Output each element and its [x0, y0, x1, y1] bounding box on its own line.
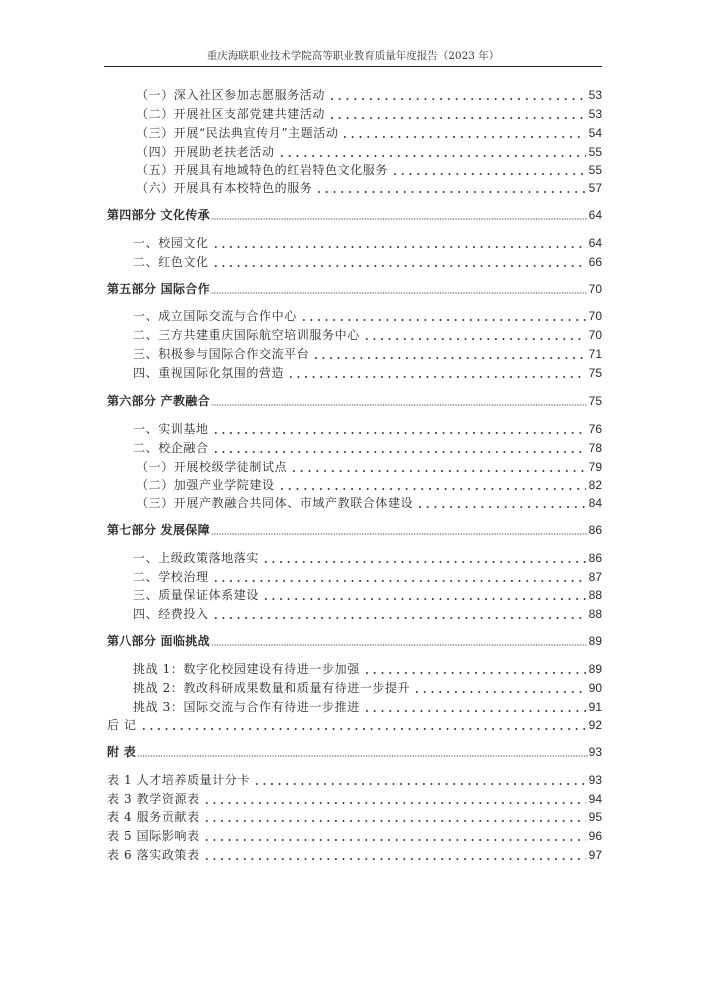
- toc-entry-label: （二）加强产业学院建设: [136, 478, 275, 492]
- toc-entry[interactable]: [133, 550, 602, 566]
- toc-entry-label: 四、重视国际化氛围的营造: [133, 366, 285, 380]
- toc-entry[interactable]: [133, 661, 602, 677]
- toc-entry-page: 86: [588, 523, 602, 537]
- toc-entry[interactable]: [107, 847, 602, 863]
- toc-part-heading[interactable]: [107, 393, 602, 409]
- toc-entry-page: 86: [588, 551, 602, 565]
- toc-entry-label: （六）开展具有本校特色的服务: [136, 181, 313, 195]
- toc-entry[interactable]: [136, 162, 602, 178]
- toc-leader-dots: [140, 718, 586, 732]
- toc-entry[interactable]: [133, 365, 602, 381]
- toc-entry-label: 表 4 服务贡献表: [107, 810, 200, 824]
- toc-leader-dots: [312, 347, 585, 361]
- toc-entry-label: 后 记: [107, 718, 137, 732]
- toc-entry-label: 一、实训基地: [133, 422, 209, 436]
- toc-entry-label: 表 1 人才培养质量计分卡: [107, 773, 251, 787]
- toc-entry-label: 附 表: [107, 745, 137, 759]
- toc-entry-page: 90: [588, 681, 602, 695]
- toc-leader-dots: [413, 681, 585, 695]
- toc-entry[interactable]: [133, 569, 602, 585]
- toc-entry[interactable]: [136, 495, 602, 511]
- toc-entry-page: 87: [588, 570, 602, 584]
- toc-leader-dots: [416, 496, 585, 510]
- toc-entry-label: 表 3 教学资源表: [107, 792, 200, 806]
- toc-leader-dots: [363, 662, 586, 676]
- toc-leader-dots: [328, 88, 586, 102]
- toc-entry[interactable]: [133, 606, 602, 622]
- toc-entry-label: 挑战 1：数字化校园建设有待进一步加强: [133, 662, 360, 676]
- toc-entry-label: （三）开展“民法典宣传月”主题活动: [136, 126, 339, 140]
- toc-entry-label: 第五部分 国际合作: [107, 282, 210, 296]
- toc-entry[interactable]: [136, 180, 602, 196]
- toc-leader-dots: [211, 282, 588, 296]
- toc-entry[interactable]: [107, 791, 602, 807]
- toc-leader-dots: [328, 107, 586, 121]
- toc-entry-page: 88: [588, 607, 602, 621]
- toc-entry[interactable]: [136, 459, 602, 475]
- toc-entry-page: 70: [588, 309, 602, 323]
- toc-entry[interactable]: [136, 144, 602, 160]
- toc-leader-dots: [262, 588, 586, 602]
- toc-entry-page: 84: [588, 496, 602, 510]
- toc-leader-dots: [212, 422, 586, 436]
- toc-leader-dots: [137, 745, 588, 759]
- toc-entry-page: 53: [588, 88, 602, 102]
- toc-entry-page: 96: [588, 829, 602, 843]
- toc-entry[interactable]: [107, 809, 602, 825]
- toc-entry-label: 表 6 落实政策表: [107, 848, 200, 862]
- toc-entry-page: 55: [588, 145, 602, 159]
- toc-entry-page: 64: [588, 208, 602, 222]
- toc-entry-label: 二、红色文化: [133, 255, 209, 269]
- toc-entry[interactable]: [133, 346, 602, 362]
- toc-entry[interactable]: [136, 106, 602, 122]
- toc-entry-page: 70: [588, 282, 602, 296]
- toc-leader-dots: [278, 145, 586, 159]
- toc-entry-page: 97: [588, 848, 602, 862]
- toc-leader-dots: [203, 829, 586, 843]
- toc-entry-page: 64: [588, 236, 602, 250]
- toc-leader-dots: [363, 328, 586, 342]
- toc-entry-label: （五）开展具有地域特色的红岩特色文化服务: [136, 163, 389, 177]
- toc-entry-page: 71: [588, 347, 602, 361]
- toc-leader-dots: [315, 181, 585, 195]
- toc-entry[interactable]: [133, 680, 602, 696]
- toc-entry-label: （一）深入社区参加志愿服务活动: [136, 88, 326, 102]
- toc-leader-dots: [203, 810, 586, 824]
- toc-entry-label: 二、校企融合: [133, 441, 209, 455]
- toc-entry-label: 表 5 国际影响表: [107, 829, 200, 843]
- toc-entry-page: 94: [588, 792, 602, 806]
- toc-entry-label: 四、经费投入: [133, 607, 209, 621]
- toc-entry[interactable]: [133, 440, 602, 456]
- toc-entry-label: 第八部分 面临挑战: [107, 634, 210, 648]
- toc-entry[interactable]: [133, 235, 602, 251]
- toc-entry-label: 第四部分 文化传承: [107, 208, 210, 222]
- toc-leader-dots: [391, 163, 586, 177]
- toc-entry[interactable]: [133, 421, 602, 437]
- toc-entry-label: （一）开展校级学徒制试点: [136, 460, 288, 474]
- toc-part-heading[interactable]: [107, 281, 602, 297]
- toc-entry-page: 93: [588, 773, 602, 787]
- toc-leader-dots: [212, 236, 586, 250]
- toc-entry-label: 第六部分 产教融合: [107, 394, 210, 408]
- toc-entry-page: 89: [588, 662, 602, 676]
- toc-leader-dots: [341, 126, 585, 140]
- toc-entry-label: 第七部分 发展保障: [107, 523, 210, 537]
- toc-leader-dots: [212, 570, 586, 584]
- toc-leader-dots: [212, 607, 586, 621]
- toc-entry-page: 92: [588, 718, 602, 732]
- toc-leader-dots: [300, 309, 586, 323]
- toc-entry-label: 一、成立国际交流与合作中心: [133, 309, 297, 323]
- toc-leader-dots: [262, 551, 586, 565]
- toc-part-heading[interactable]: [107, 207, 602, 223]
- toc-entry-label: 一、上级政策落地落实: [133, 551, 260, 565]
- toc-entry-page: 66: [588, 255, 602, 269]
- toc-entry-label: （四）开展助老扶老活动: [136, 145, 275, 159]
- toc-entry-label: （二）开展社区支部党建共建活动: [136, 107, 326, 121]
- toc-entry-page: 89: [588, 634, 602, 648]
- toc-entry-page: 55: [588, 163, 602, 177]
- toc-entry[interactable]: [107, 772, 602, 788]
- toc-entry[interactable]: [107, 828, 602, 844]
- toc-entry-label: 三、质量保证体系建设: [133, 588, 260, 602]
- toc-leader-dots: [211, 394, 588, 408]
- toc-leader-dots: [211, 523, 588, 537]
- toc-leader-dots: [203, 792, 586, 806]
- toc-entry-page: 88: [588, 588, 602, 602]
- toc-entry-page: 70: [588, 328, 602, 342]
- toc-entry-label: 一、校园文化: [133, 236, 209, 250]
- toc-leader-dots: [211, 208, 588, 222]
- toc-entry-page: 78: [588, 441, 602, 455]
- toc-entry-page: 79: [588, 460, 602, 474]
- toc-entry[interactable]: [133, 308, 602, 324]
- toc-leader-dots: [212, 441, 586, 455]
- toc-entry[interactable]: [136, 87, 602, 103]
- toc-leader-dots: [278, 478, 586, 492]
- toc-entry-label: 挑战 3：国际交流与合作有待进一步推进: [133, 700, 360, 714]
- toc-entry[interactable]: [133, 587, 602, 603]
- toc-entry-page: 75: [588, 394, 602, 408]
- toc-leader-dots: [363, 700, 586, 714]
- toc-entry[interactable]: [107, 717, 602, 733]
- toc-entry[interactable]: [133, 327, 602, 343]
- toc-entry-page: 82: [588, 478, 602, 492]
- toc-entry-label: 二、学校治理: [133, 570, 209, 584]
- toc-entry[interactable]: [136, 125, 602, 141]
- toc-leader-dots: [287, 366, 585, 380]
- toc-part-heading[interactable]: [107, 522, 602, 538]
- toc-entry-label: 二、三方共建重庆国际航空培训服务中心: [133, 328, 360, 342]
- toc-part-heading[interactable]: [107, 744, 602, 760]
- toc-leader-dots: [290, 460, 585, 474]
- toc-part-heading[interactable]: [107, 633, 602, 649]
- toc-leader-dots: [203, 848, 586, 862]
- toc-leader-dots: [212, 255, 586, 269]
- toc-entry-label: （三）开展产教融合共同体、市域产教联合体建设: [136, 496, 414, 510]
- toc-entry-page: 76: [588, 422, 602, 436]
- toc-leader-dots: [211, 634, 588, 648]
- toc-entry-page: 53: [588, 107, 602, 121]
- toc-leader-dots: [253, 773, 586, 787]
- toc-entry[interactable]: [136, 477, 602, 493]
- toc-entry-page: 93: [588, 745, 602, 759]
- toc-entry[interactable]: [133, 699, 602, 715]
- toc-entry-page: 57: [588, 181, 602, 195]
- toc-entry-label: 挑战 2：教改科研成果数量和质量有待进一步提升: [133, 681, 411, 695]
- toc-entry-page: 75: [588, 366, 602, 380]
- toc-entry-page: 91: [588, 700, 602, 714]
- toc-entry-page: 95: [588, 810, 602, 824]
- toc-entry[interactable]: [133, 254, 602, 270]
- toc-entry-label: 三、积极参与国际合作交流平台: [133, 347, 310, 361]
- page-header-title: 重庆海联职业技术学院高等职业教育质量年度报告（2023 年）: [206, 50, 500, 62]
- toc-entry-page: 54: [588, 126, 602, 140]
